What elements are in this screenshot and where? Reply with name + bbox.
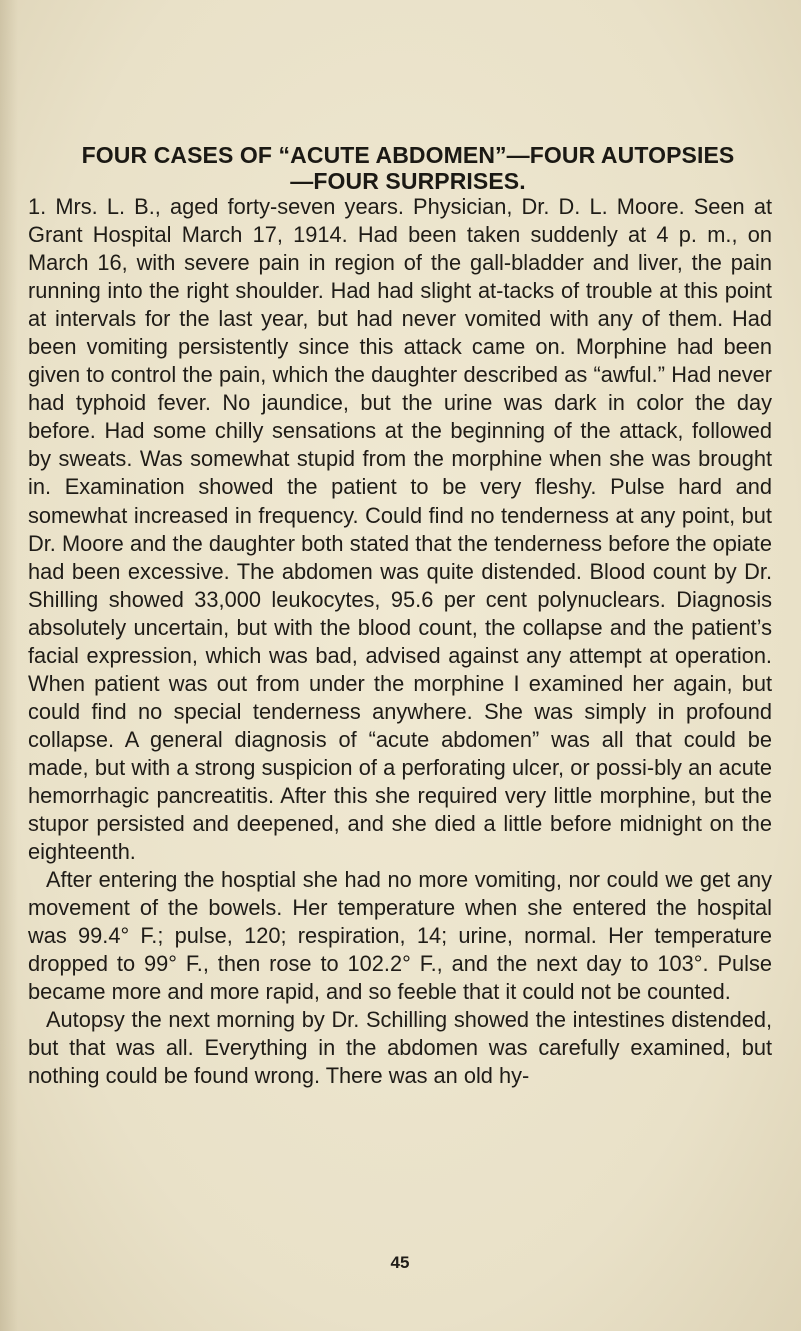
page-number: 45: [390, 1253, 410, 1272]
title-line-1: FOUR CASES OF “ACUTE ABDOMEN”—FOUR AUTOPSIES: [81, 142, 735, 168]
paragraph-hospital-course: After entering the hosptial she had no more vomiting, nor could we get any movement of the bowels. Her temperature when she entered the hospital was 99.4° F.; pulse, 120; respiration, 14; urine, normal. Her temperature dropped to 99° F., then rose to 102.2° F., and the next day to 103°. Pulse became more and more rapid, and so feeble that it could not be counted.: [28, 867, 772, 1005]
article-body: [28, 193, 772, 1091]
paragraph-autopsy: Autopsy the next morning by Dr. Schilling showed the intestines distended, but that was all. Everything in the abdomen was carefully examined, but nothing could be found wrong. There was an old hy-: [28, 1007, 772, 1089]
article-title: [28, 142, 788, 194]
title-line-2: —FOUR SURPRISES.: [290, 168, 526, 194]
page-edge-shadow: [0, 0, 18, 1331]
paragraph-case-1: 1. Mrs. L. B., aged forty-seven years. Physician, Dr. D. L. Moore. Seen at Grant Hospital March 17, 1914. Had been taken suddenly at 4 p. m., on March 16, with severe pain in region of the gall-bladder and liver, the pain running into the right shoulder. Had had slight at-tacks of trouble at this point at intervals for the last year, but had never vomited with any of them. Had been vomiting persistently since this attack came on. Morphine had been given to control the pain, which the daughter described as “awful.” Had never had typhoid fever. No jaundice, but the urine was dark in color the day before. Had some chilly sensations at the beginning of the attack, followed by sweats. Was somewhat stupid from the morphine when she was brought in. Examination showed the patient to be very fleshy. Pulse hard and somewhat increased in frequency. Could find no tenderness at any point, but Dr. Moore and the daughter both stated that the tenderness before the opiate had been excessive. The abdomen was quite distended. Blood count by Dr. Shilling showed 33,000 leukocytes, 95.6 per cent polynuclears. Diagnosis absolutely uncertain, but with the blood count, the collapse and the patient’s facial expression, which was bad, advised against any attempt at operation. When patient was out from under the morphine I examined her again, but could find no special tenderness anywhere. She was simply in profound collapse. A general diagnosis of “acute abdomen” was all that could be made, but with a strong suspicion of a perforating ulcer, or possi-bly an acute hemorrhagic pancreatitis. After this she required very little morphine, but the stupor persisted and deepened, and she died a little before midnight on the eighteenth.: [28, 194, 772, 865]
